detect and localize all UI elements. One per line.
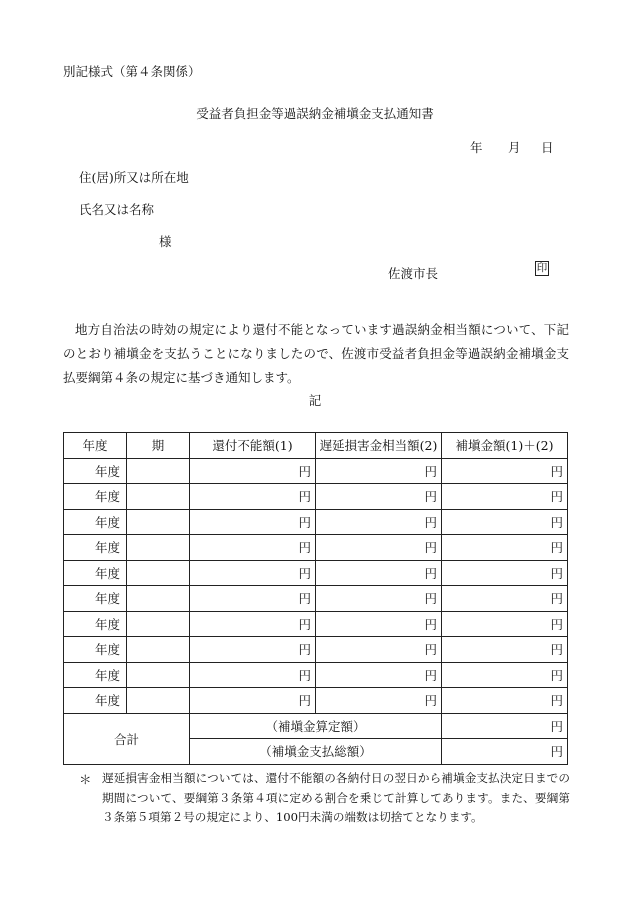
cell-period: [127, 611, 190, 637]
table-row: [64, 509, 568, 535]
cell-compensation: 円: [442, 560, 568, 586]
cell-period: [127, 484, 190, 510]
header-refund-unpayable: 還付不能額(1): [190, 433, 316, 459]
cell-year: 年度: [64, 688, 127, 714]
cell-period: [127, 688, 190, 714]
cell-period: [127, 662, 190, 688]
name-label: 氏名又は名称: [79, 202, 155, 217]
header-delay-damages: 遅延損害金相当額(2): [316, 433, 442, 459]
cell-year: 年度: [64, 662, 127, 688]
cell-delay-damages: 円: [316, 611, 442, 637]
seal-mark: 印: [536, 262, 548, 274]
cell-compensation: 円: [442, 458, 568, 484]
cell-period: [127, 560, 190, 586]
table-row: [64, 611, 568, 637]
total-row-calculated: [64, 713, 568, 739]
cell-compensation: 円: [442, 484, 568, 510]
ki-heading: 記: [308, 393, 322, 408]
cell-compensation: 円: [442, 662, 568, 688]
header-compensation: 補塡金額(1)＋(2): [442, 433, 568, 459]
cell-refund-unpayable: 円: [190, 586, 316, 612]
document-title: 受益者負担金等過誤納金補塡金支払通知書: [196, 106, 434, 121]
table-row: [64, 560, 568, 586]
table-row: [64, 637, 568, 663]
cell-year: 年度: [64, 458, 127, 484]
note-text: 遅延損害金相当額については、還付不能額の各納付日の翌日から補塡金支払決定日までの期間について、要綱第３条第４項に定める割合を乗じて計算してあります。また、要綱第３条第５項第２号の規定により、100円未満の端数は切捨てとなります。: [102, 771, 570, 824]
table-row: [64, 688, 568, 714]
date-month-label: 月: [508, 140, 521, 155]
cell-refund-unpayable: 円: [190, 560, 316, 586]
total-label: 合計: [64, 713, 190, 764]
cell-refund-unpayable: 円: [190, 535, 316, 561]
honorific-label: 様: [159, 234, 172, 249]
table-row: [64, 535, 568, 561]
cell-refund-unpayable: 円: [190, 484, 316, 510]
header-period: 期: [127, 433, 190, 459]
cell-compensation: 円: [442, 535, 568, 561]
cell-delay-damages: 円: [316, 484, 442, 510]
cell-delay-damages: 円: [316, 688, 442, 714]
cell-period: [127, 458, 190, 484]
cell-year: 年度: [64, 637, 127, 663]
cell-delay-damages: 円: [316, 662, 442, 688]
cell-year: 年度: [64, 586, 127, 612]
cell-year: 年度: [64, 484, 127, 510]
cell-delay-damages: 円: [316, 586, 442, 612]
cell-period: [127, 637, 190, 663]
cell-delay-damages: 円: [316, 535, 442, 561]
refund-table: [63, 432, 568, 765]
total-paid-label: （補塡金支払総額）: [190, 739, 442, 765]
date-day-label: 日: [541, 140, 554, 155]
address-label: 住(居)所又は所在地: [79, 170, 189, 185]
cell-refund-unpayable: 円: [190, 611, 316, 637]
table-header-row: [64, 433, 568, 459]
cell-refund-unpayable: 円: [190, 637, 316, 663]
cell-refund-unpayable: 円: [190, 458, 316, 484]
cell-year: 年度: [64, 560, 127, 586]
cell-compensation: 円: [442, 586, 568, 612]
table-row: [64, 586, 568, 612]
cell-compensation: 円: [442, 637, 568, 663]
total-calc-amount: 円: [442, 713, 568, 739]
cell-year: 年度: [64, 535, 127, 561]
cell-period: [127, 509, 190, 535]
cell-refund-unpayable: 円: [190, 509, 316, 535]
cell-year: 年度: [64, 611, 127, 637]
cell-period: [127, 535, 190, 561]
cell-delay-damages: 円: [316, 458, 442, 484]
table-row: [64, 458, 568, 484]
cell-refund-unpayable: 円: [190, 662, 316, 688]
table-row: [64, 662, 568, 688]
cell-delay-damages: 円: [316, 560, 442, 586]
cell-compensation: 円: [442, 509, 568, 535]
table-row: [64, 484, 568, 510]
total-calc-label: （補塡金算定額）: [190, 713, 442, 739]
cell-delay-damages: 円: [316, 509, 442, 535]
cell-period: [127, 586, 190, 612]
cell-refund-unpayable: 円: [190, 688, 316, 714]
total-paid-amount: 円: [442, 739, 568, 765]
cell-delay-damages: 円: [316, 637, 442, 663]
header-year: 年度: [64, 433, 127, 459]
cell-year: 年度: [64, 509, 127, 535]
issuer-label: 佐渡市長: [388, 266, 439, 281]
notice-body: 地方自治法の時効の規定により還付不能となっています過誤納金相当額について、下記のとおり補塡金を支払うことになりましたので、佐渡市受益者負担金等過誤納金補塡金支払要綱第４条の規定に基づき通知します。: [63, 322, 569, 385]
cell-compensation: 円: [442, 688, 568, 714]
cell-compensation: 円: [442, 611, 568, 637]
form-label: 別記様式（第４条関係）: [63, 64, 201, 79]
note-asterisk: ＊: [79, 772, 92, 787]
date-year-label: 年: [470, 140, 483, 155]
